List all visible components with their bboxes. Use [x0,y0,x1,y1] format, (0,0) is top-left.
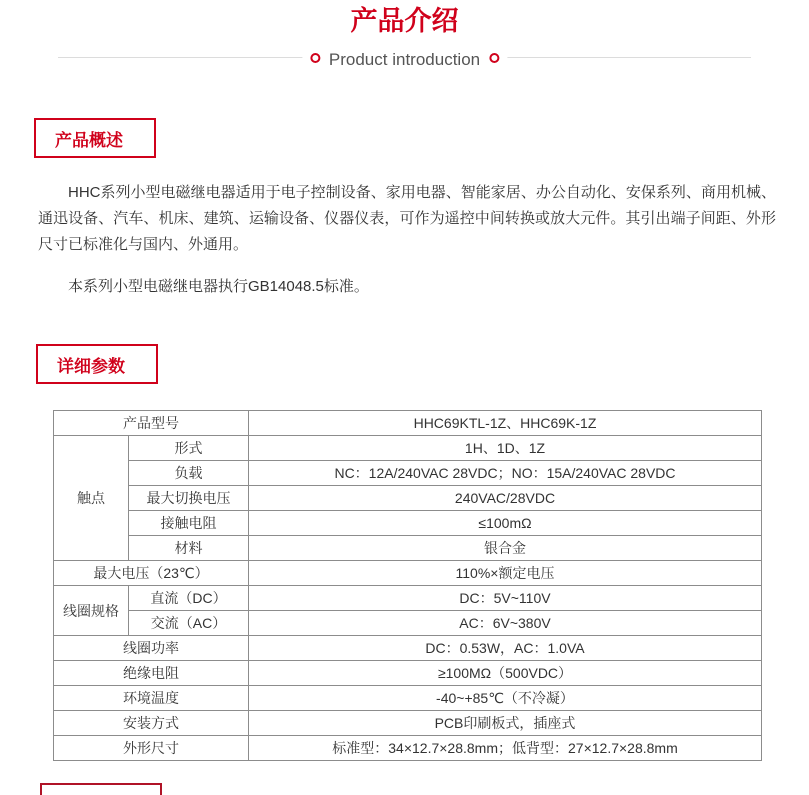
section-header-overview [34,118,156,158]
spec-label-cell: 外形尺寸 [54,736,249,761]
table-row-coil-power [54,636,762,661]
section-header-parameters-label: 详细参数 [57,356,125,376]
ring-icon-right [489,53,499,63]
section-header-overview-label: 产品概述 [55,130,123,150]
table-row-max-voltage [54,561,762,586]
spec-value-cell: ≤100mΩ [249,511,762,536]
spec-label-cell: 安装方式 [54,711,249,736]
spec-value-cell: AC：6V~380V [249,611,762,636]
spec-label-cell: 产品型号 [54,411,249,436]
page-subtitle: Product introduction [328,50,481,69]
spec-table [53,410,762,761]
table-row-ambient-temperature [54,686,762,711]
spec-label-cell: 环境温度 [54,686,249,711]
spec-value-cell: -40~+85℃（不冷凝） [249,686,762,711]
spec-value-cell: 240VAC/28VDC [249,486,762,511]
spec-label-cell: 最大电压（23℃） [54,561,249,586]
spec-label-cell: 接触电阻 [129,511,249,536]
spec-label-cell: 直流（DC） [129,586,249,611]
table-row-mounting [54,711,762,736]
spec-label-cell: 线圈功率 [54,636,249,661]
spec-label-cell: 绝缘电阻 [54,661,249,686]
spec-value-cell: HHC69KTL-1Z、HHC69K-1Z [249,411,762,436]
spec-label-cell: 最大切换电压 [129,486,249,511]
table-row-contact-resistance [54,511,762,536]
spec-label-cell: 交流（AC） [129,611,249,636]
table-row-load [54,461,762,486]
table-row-product-model [54,411,762,436]
table-row-material [54,536,762,561]
table-row-dimensions [54,736,762,761]
spec-value-cell: PCB印刷板式，插座式 [249,711,762,736]
spec-group-cell-coil: 线圈规格 [54,586,129,636]
page-title: 产品介绍 [350,6,459,36]
spec-label-cell: 负载 [129,461,249,486]
overview-paragraph-2: 本系列小型电磁继电器执行GB14048.5标准。 [68,278,369,295]
spec-value-cell: DC：0.53W，AC：1.0VA [249,636,762,661]
product-introduction-page [0,4,809,789]
spec-value-cell: 标准型：34×12.7×28.8mm；低背型：27×12.7×28.8mm [249,736,762,761]
spec-label-cell: 材料 [129,536,249,561]
table-row-coil-dc [54,586,762,611]
spec-group-cell-contact: 触点 [54,436,129,561]
spec-label-cell: 形式 [129,436,249,461]
table-row-form [54,436,762,461]
spec-value-cell: DC：5V~110V [249,586,762,611]
spec-value-cell: 110%×额定电压 [249,561,762,586]
spec-value-cell: ≥100MΩ（500VDC） [249,661,762,686]
table-row-max-switching-voltage [54,486,762,511]
ring-icon-left [310,53,320,63]
spec-value-cell: 银合金 [249,536,762,561]
table-row-insulation-resistance [54,661,762,686]
overview-paragraph-1: HHC系列小型电磁继电器适用于电子控制设备、家用电器、智能家居、办公自动化、安保系列、商用机械、通迅设备、汽车、机床、建筑、运输设备、仪器仪表，可作为遥控中间转换或放大元件。其引出端子间距、外形尺寸已标准化与国内、外通用。 [38,184,776,253]
section-header-parameters [36,344,158,384]
subtitle-divider [58,44,751,74]
spec-value-cell: NC：12A/240VAC 28VDC；NO：15A/240VAC 28VDC [249,461,762,486]
table-row-coil-ac [54,611,762,636]
spec-value-cell: 1H、1D、1Z [249,436,762,461]
